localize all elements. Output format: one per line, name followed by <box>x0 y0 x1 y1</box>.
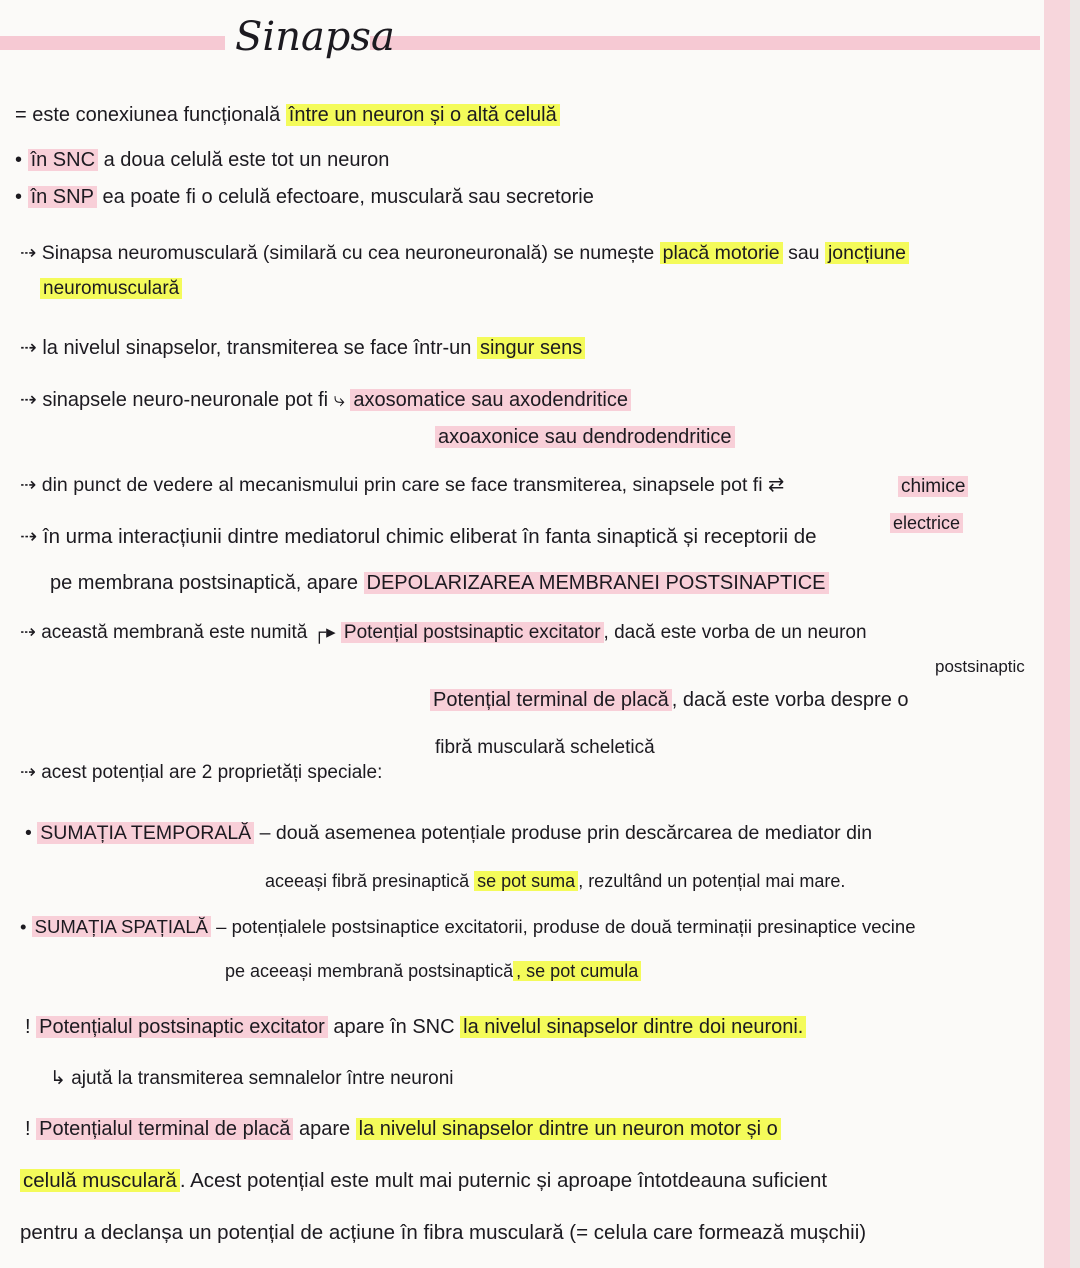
note-line <box>20 1166 827 1196</box>
note-text: apare în SNC <box>327 1016 461 1038</box>
highlight-pink: SUMAȚIA TEMPORALĂ <box>37 822 254 844</box>
highlight-yellow: , se pot cumula <box>513 961 641 981</box>
highlight-pink: electrice <box>890 513 963 533</box>
note-line <box>935 652 1025 682</box>
note-text: • <box>15 149 28 171</box>
note-text: ↳ ajută la transmiterea semnalelor între neuroni <box>50 1068 454 1089</box>
note-text: ! <box>25 1118 37 1140</box>
note-text: , dacă este vorba despre o <box>671 689 909 711</box>
note-line <box>15 100 560 130</box>
highlight-yellow: neuromusculară <box>40 278 182 299</box>
note-line <box>15 145 389 175</box>
highlight-yellow: la nivelul sinapselor dintre doi neuroni. <box>460 1016 806 1038</box>
page-title: Sinapsa <box>235 14 395 60</box>
note-text: apare <box>293 1118 356 1140</box>
note-text: ⇢ din punct de vedere al mecanismului prin care se face transmiterea, sinapsele pot fi ⇄ <box>20 474 785 496</box>
note-line <box>20 238 909 268</box>
highlight-pink: chimice <box>898 476 968 497</box>
note-line <box>20 618 867 648</box>
highlight-pink: Potențialul postsinaptic excitator <box>36 1016 328 1038</box>
highlight-yellow: joncțiune <box>825 242 909 264</box>
highlight-pink: Potențial terminal de placă <box>430 689 672 711</box>
note-text: ⇢ sinapsele neuro-neuronale pot fi ⤷ <box>20 389 351 411</box>
note-text: . Acest potențial este mult mai puternic și aproape întotdeauna suficient <box>179 1169 828 1192</box>
highlight-pink: Potențial postsinaptic excitator <box>341 622 604 643</box>
note-text: pe membrana postsinaptică, apare <box>50 572 364 594</box>
note-line <box>20 912 915 942</box>
highlight-yellow: între un neuron și o altă celulă <box>286 104 560 126</box>
highlight-yellow: se pot suma <box>474 871 578 891</box>
title-underline-left <box>0 36 225 50</box>
note-text: a doua celulă este tot un neuron <box>98 149 390 171</box>
note-line <box>20 470 784 500</box>
note-text: pentru a declanșa un potențial de acțiune în fibra musculară (= celula care formează mușchii) <box>20 1221 867 1244</box>
highlight-pink: Potențialul terminal de placă <box>36 1118 293 1140</box>
note-text: ⇢ Sinapsa neuromusculară (similară cu cea neuroneuronală) se numește <box>20 242 660 264</box>
highlight-pink: SUMAȚIA SPAȚIALĂ <box>32 916 211 937</box>
highlight-yellow: celulă musculară <box>20 1169 180 1192</box>
note-text: = este conexiunea funcțională <box>15 104 286 126</box>
note-line <box>20 522 817 552</box>
note-line <box>265 866 845 896</box>
note-line <box>435 733 655 763</box>
note-text: ⇢ în urma interacțiunii dintre mediatorul chimic eliberat în fanta sinaptică și receptorii de <box>20 525 817 548</box>
note-text: ⇢ la nivelul sinapselor, transmiterea se face într-un <box>20 337 477 359</box>
note-line <box>20 1218 866 1248</box>
note-text: pe aceeași membrană postsinaptică <box>225 961 514 981</box>
note-line <box>25 818 872 848</box>
note-line <box>898 472 968 502</box>
note-text: ⇢ acest potențial are 2 proprietăți speciale: <box>20 762 383 783</box>
highlight-pink: axoaxonice sau dendrodendritice <box>435 426 735 448</box>
highlight-yellow: singur sens <box>477 337 585 359</box>
page-edge <box>1070 0 1080 1268</box>
highlight-pink: axosomatice sau axodendritice <box>350 389 631 411</box>
note-line <box>225 956 641 986</box>
note-text: • <box>20 916 32 937</box>
note-line <box>15 182 594 212</box>
note-line <box>20 333 585 363</box>
note-line <box>20 758 382 788</box>
note-line <box>40 274 182 304</box>
highlight-pink: în SNP <box>28 186 97 208</box>
note-line <box>25 1114 781 1144</box>
note-line <box>890 508 963 538</box>
note-line <box>50 568 829 598</box>
note-line <box>25 1012 806 1042</box>
pink-margin-strip <box>1044 0 1070 1268</box>
note-text: – două asemenea potențiale produse prin descărcarea de mediator din <box>254 822 873 844</box>
note-text: fibră musculară scheletică <box>435 737 655 758</box>
note-text: ⇢ această membrană este numită ┌▸ <box>20 622 341 643</box>
note-text: – potențialele postsinaptice excitatorii, produse de două terminații presinaptice vecine <box>211 916 916 937</box>
note-line <box>430 685 909 715</box>
highlight-pink: DEPOLARIZAREA MEMBRANEI POSTSINAPTICE <box>364 572 829 594</box>
note-text: postsinaptic <box>935 657 1025 676</box>
highlight-yellow: la nivelul sinapselor dintre un neuron motor și o <box>356 1118 781 1140</box>
note-line <box>20 385 631 415</box>
note-text: • <box>25 822 38 844</box>
note-text: ea poate fi o celulă efectoare, musculară sau secretorie <box>96 186 594 208</box>
note-text: • <box>15 186 28 208</box>
note-text: , dacă este vorba de un neuron <box>603 622 867 643</box>
note-text: ! <box>25 1016 37 1038</box>
note-text: sau <box>782 242 825 264</box>
title-underline-right <box>370 36 1040 50</box>
note-text: aceeași fibră presinaptică <box>265 871 475 891</box>
note-line <box>435 422 735 452</box>
highlight-pink: în SNC <box>28 149 98 171</box>
note-line <box>50 1064 454 1094</box>
highlight-yellow: placă motorie <box>660 242 783 264</box>
note-text: , rezultând un potențial mai mare. <box>578 871 846 891</box>
